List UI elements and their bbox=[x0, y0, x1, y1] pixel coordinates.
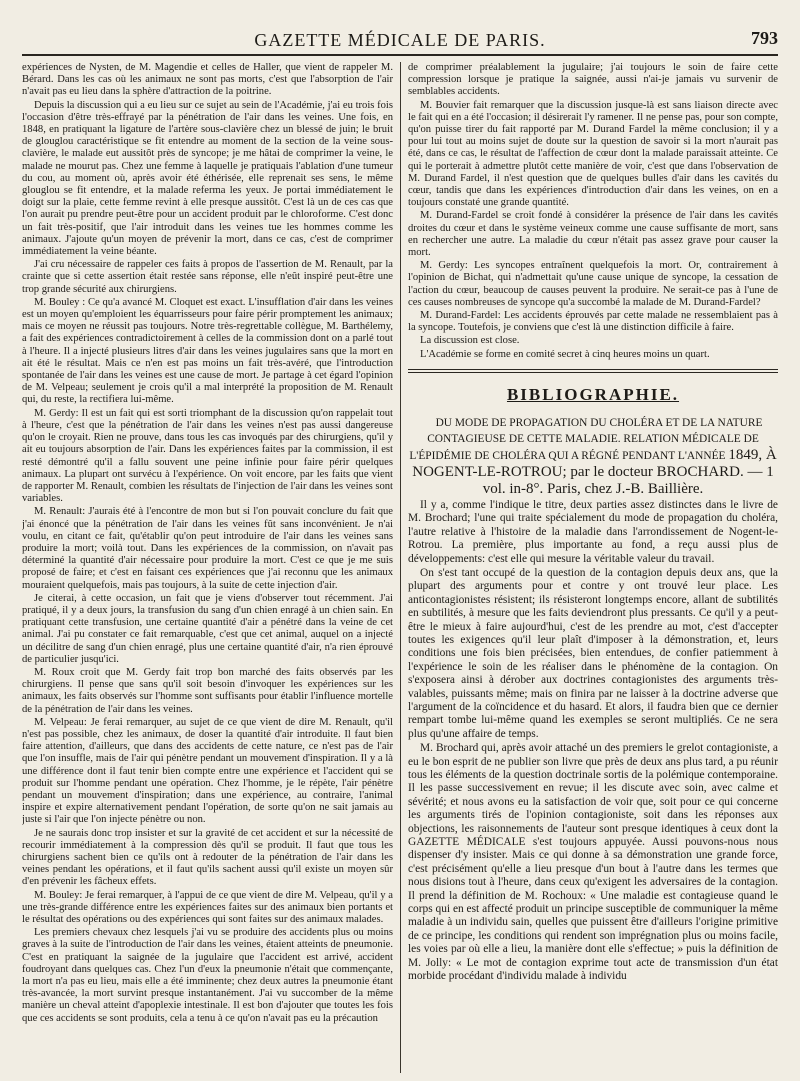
paragraph: M. Gerdy: Il est un fait qui est sorti triomphant de la discussion qu'on rappelait tout à l'heure, c'est que la pénétration de l'air dans les veines n'est pas aussi dangereuse qu'on le croyait. Rien ne prouve, dans tous les cas invoqués par des chirurgiens, qu'il y ait eu toujours absorption de l'air. Dans les expériences faites par la commission, il est resté démontré qu'il a fallu souvent une peine infinie pour faire périr quelques animaux. La plupart ont survécu à l'expérience. On voit encore, par les faits que vient de rapporter M. Renault, combien les résultats de l'injection de l'air dans les veines sont variables. bbox=[22, 407, 393, 505]
paragraph: On s'est tant occupé de la question de la contagion depuis deux ans, que la plupart des arguments pour et contre y ont trouvé leur place. Les anticontagionistes résistent; ils résisteront longtemps encore, allant de subtilités en subtilités, à mesure que les faits deviendront plus pressants. Ce qu'il y a peut-être le mieux à faire aujourd'hui, c'est de les prendre au mot, c'est d'accepter toutes les exigences qu'il leur plaît d'imposer à la démonstration, et, leurs conditions une fois bien précisées, bien entendues, de confier patiemment à l'expérience le soin de les réaliser dans le phénomène de la contagion. On s'exposera ainsi à dérober aux doctrines contagionistes des arguments très-valables, puissants même; mais on finira par ne laisser à la doctrine adverse que l'argument de la coïncidence et du hasard. Et alors, il faudra bien que ce dernier rempart tombe lui-même quand les exemples se seront multipliés. Ce ne sera plus qu'une affaire de temps. bbox=[408, 566, 778, 740]
paragraph: Depuis la discussion qui a eu lieu sur ce sujet au sein de l'Académie, j'ai eu trois fois l'occasion d'être très-effrayé par la pénétration de l'air dans les veines. Une fois, en 1848, en pratiquant la ligature de l'artère sous-clavière chez un blessé de juin; le bruit de glouglou caractéristique se fit entendre au moment de la section de la veine sous-clavière, le malade eut aussitôt près de syncope; je me hâtai de comprimer la veine, le malade ne mourut pas. Chez une femme à laquelle je pratiquais l'ablation d'une tumeur du cou, au moment où, après avoir été éthérisée, elle reprenait ses sens, le même glouglou se fit entendre, et la malade referma les yeux. Je portai immédiatement le doigt sur la plaie, cette femme revint à elle presque aussitôt. C'est là un de ces cas que l'on aurait pu prendre peut-être pour un accident produit par le chloroforme. C'est donc un fait très-positif, que l'air introduit dans les veines tue les hommes comme les animaux. J'ajoute qu'un moyen de prévenir la mort, dans ce cas, c'est de comprimer immédiatement la veine béante. bbox=[22, 99, 393, 258]
paragraph: La discussion est close. bbox=[420, 335, 520, 347]
paragraph: M. Durand-Fardel se croit fondé à considérer la présence de l'air dans les cavités droites du cœur et dans le système veineux comme une cause suffisante de mort, sans en rechercher une autre. La maladie du cœur n'était pas assez grave pour causer la mort. bbox=[408, 210, 778, 259]
paragraph: M. Bouley : Ce qu'a avancé M. Cloquet est exact. L'insufflation d'air dans les veines est un moyen qu'emploient les équarrisseurs pour faire périr promptement les animaux; mais ce moyen ne réussit pas toujours. Notre très-regrettable collègue, M. Barthélemy, a fait des expériences contradictoirement à celles de la commission dont on a parlé tout à l'heure. Il a injecté plusieurs litres d'air dans les veines jugulaires sans que la mort en ait été le résultat. Mais ce n'en est pas moins un fait très-avéré, que l'introduction spontanée de l'air dans les veines est une cause de mort. Je partage à cet égard l'opinion de M. Velpeau; seulement je crois qu'il a mal interprété la proposition de M. Renault qui, du reste, la rectifiera lui-même. bbox=[22, 296, 393, 406]
book-title bbox=[408, 415, 778, 498]
page-number: 793 bbox=[751, 28, 778, 48]
journal-title: GAZETTE MÉDICALE DE PARIS. bbox=[254, 30, 546, 50]
bibliography-body bbox=[408, 499, 778, 984]
paragraph: M. Roux croit que M. Gerdy fait trop bon marché des faits observés par les chirurgiens. Il pense que sans qu'il soit besoin d'invoquer les expériences sur les animaux, les faits observés sur l'homme sont suffisants pour établir l'influence mortelle de la pénétration de l'air dans les veines. bbox=[22, 666, 393, 715]
paragraph: M. Gerdy: Les syncopes entraînent quelquefois la mort. Or, contrairement à l'opinion de Bichat, qui n'admettait qu'une cause unique de syncope, la cessation de l'action du cœur, beaucoup de causes peuvent la produire. Ne serait-ce pas à l'une de ces causes nombreuses de syncope qu'a succombé la malade de M. Durand-Fardel? bbox=[408, 260, 778, 308]
paragraph: L'Académie se forme en comité secret à cinq heures moins un quart. bbox=[420, 348, 710, 360]
left-column bbox=[22, 62, 393, 1073]
page-header bbox=[22, 28, 778, 56]
paragraph: expériences de Nysten, de M. Magendie et celles de Haller, que vient de rappeler M. Bérard. Dans les cas où les animaux ne sont pas morts, c'est que l'absorption de l'air n'avait pas eu lieu dans la sphère d'attraction de la poitrine. bbox=[22, 62, 393, 98]
paragraph: Les premiers chevaux chez lesquels j'ai vu se produire des accidents plus ou moins graves à la suite de l'introduction de l'air dans les veines, étaient atteints de pneumonie. C'est en pratiquant la saignée de la jugulaire que l'accident est arrivé, accident foudroyant dans quelques cas. Chez l'un d'eux la pneumonie n'était que commençante, la mort n'a pas eu lieu, mais elle a été imminente; chez deux autres la pneumonie étant très-avancée, la mort survint presque instantanément. J'ai vu succomber de la même manière un cheval atteint d'apoplexie intestinale. Il est bon d'ajouter que toutes les fois que ces accidents se sont produits, cela a tenu à ce qu'on n'avait pas eu la précaution bbox=[22, 927, 393, 1024]
column-divider bbox=[400, 62, 401, 1073]
paragraph: Il y a, comme l'indique le titre, deux parties assez distinctes dans le livre de M. Brochard; l'une qui traite spécialement du mode de propagation du choléra, l'autre relative à l'histoire de la maladie dans l'arrondissement de Nogent-le-Rotrou. La première, plus importante au fond, a reçu aussi plus de développements: c'est elle qui mesure la véritable valeur du travail. bbox=[408, 498, 778, 565]
paragraph: Je ne saurais donc trop insister et sur la gravité de cet accident et sur la nécessité de recourir immédiatement à la compression dès qu'il se produit. Il faut que tous les chirurgiens sachent bien ce qu'ils ont à redouter de la pénétration de l'air dans les veines pendant les opérations, et il faut qu'ils sachent aussi qu'il existe un moyen sûr d'en prévenir les fâcheux effets. bbox=[22, 827, 393, 888]
paragraph: de comprimer préalablement la jugulaire; j'ai toujours le soin de faire cette compression lorsque je pratique la saignée, aussi n'ai-je jamais vu survenir de semblables accidents. bbox=[408, 62, 778, 98]
section-divider bbox=[408, 369, 778, 373]
paragraph: M. Velpeau: Je ferai remarquer, au sujet de ce que vient de dire M. Renault, qu'il n'est pas possible, chez les animaux, de doser la quantité d'air introduite. Il faut bien faire attention, d'ailleurs, que dans des accidents de cette nature, ce n'est pas de l'air que l'on insuffle, mais de l'air qui pénètre pendant un mouvement d'inspiration. Il y a là une différence dont il faut tenir bien compte entre une expérience et l'accident qui se produit sur l'homme pendant une opération. Chez l'homme, je le répète, l'air pénètre pendant un mouvement d'inspiration; dans une expérience, au contraire, l'animal inspire et expire alternativement pendant l'opération, de sorte qu'on ne sait jamais au juste si l'air que l'on injecte pénètre ou non. bbox=[22, 716, 393, 826]
paragraph: Je citerai, à cette occasion, un fait que je viens d'observer tout récemment. J'ai pratiqué, il y a deux jours, la transfusion du sang d'un chien enragé à un chien sain. En pratiquant cette transfusion, une certaine quantité d'air a pénétré dans la veine de cet animal. J'ai pu constater ce fait remarquable, c'est que cet animal, auquel on a injecté un décilitre de sang d'un chien enragé, plus une certaine quantité d'air, n'a rien éprouvé de particulier jusqu'ici. bbox=[22, 592, 393, 665]
paragraph: M. Bouvier fait remarquer que la discussion jusque-là est sans liaison directe avec le fait qui en a été l'occasion; il désirerait l'y ramener. Il ne pense pas, pour son compte, qu'on puisse tirer du fait rapporté par M. Durand Fardel la même conclusion; il y a pour lui tout au moins sujet de doute sur la question de savoir si la mort n'aurait pas été, dans ce cas, le résultat de l'affection de cœur dont la malade paraissait atteinte. Ce qui le porterait à admettre plutôt cette manière de voir, c'est que dans l'observation de M. Durand Fardel, il n'est question que de quelques bulles d'air dans les cavités du cœur, tandis que dans les expériences d'introduction d'air dans les veines, on en a toujours constaté une grande quantité. bbox=[408, 99, 778, 209]
bibliography-heading: BIBLIOGRAPHIE. bbox=[506, 384, 680, 404]
book-title-line: DU MODE DE PROPAGATION DU CHOLÉRA ET DE LA NATURE CONTAGIEUSE DE CETTE MALADIE. RELATION MÉDICALE DE L'ÉPIDÉMIE DE CHOLÉRA QUI A RÉGNÉ PENDANT L'ANNÉE bbox=[409, 416, 763, 462]
paragraph: M. Bouley: Je ferai remarquer, à l'appui de ce que vient de dire M. Velpeau, qu'il y a une très-grande différence entre les expériences faites sur des animaux bien portants et le résultat des opérations ou des expériences qui sont faites sur des animaux malades. bbox=[22, 889, 393, 926]
right-column bbox=[408, 62, 778, 1073]
book-title-line: 1849, À NOGENT-LE-ROTROU; par le docteur BROCHARD. — 1 vol. in-8°. Paris, chez J.-B. Baillière. bbox=[412, 446, 777, 497]
paragraph: M. Durand-Fardel: Les accidents éprouvés par cette malade ne ressemblaient pas à la syncope. Toutefois, je conviens que c'est là une distinction difficile à faire. bbox=[408, 310, 778, 334]
paragraph: J'ai cru nécessaire de rappeler ces faits à propos de l'assertion de M. Renault, par la crainte que si cette assertion était restée sans réponse, elle n'eût inspiré peut-être une trop grande sécurité aux chirurgiens. bbox=[22, 259, 393, 295]
paragraph: M. Renault: J'aurais été à l'encontre de mon but si l'on pouvait conclure du fait que j'ai énoncé que la pénétration de l'air dans les veines fût sans inconvénient. Je n'ai voulu, en citant ce fait, qu'établir qu'on peut introduire de l'air dans les veines sans produire la mort; voilà tout. Dans les expériences de la commission, on n'avait pas déterminé la quantité d'air nécessaire pour produire la mort. C'est ce que je me suis proposé de faire; et c'est en faisant ces expériences que j'ai reconnu que les animaux mouraient quelquefois, mais pas toujours, à la suite de cette injection d'air. bbox=[22, 506, 393, 591]
paragraph: M. Brochard qui, après avoir attaché un des premiers le grelot contagioniste, a eu le bon esprit de ne publier son livre que près de deux ans plus tard, a pu réunir tous les éléments de la question doctrinale sortis de la polémique contemporaine. Il les passe successivement en revue; il les discute avec soin, avec calme et sévérité; et nous avons eu la satisfaction de voir que, soit pour ce qui concerne les arguments tirés de l'opinion contagioniste, soit dans les réponses aux objections, les raisonnements de l'auteur sont presque identiques à ceux dont la GAZETTE MÉDICALE s'est toujours appuyée. Aussi pouvons-nous nous dispenser d'y insister. Mais ce qui donne à sa démonstration une grande force, c'est précisément qu'elle a lieu presque d'un bout à l'autre dans les termes que nous disions tout à l'heure, dans ceux qu'exigent les adversaires de la contagion. Il prend la définition de M. Rochoux: « Une maladie est contagieuse quand le corps qui en est affecté produit un principe susceptible de communiquer la même maladie à un individu sain, quelles que puissent être d'ailleurs l'origine primitive de ce principe, les conditions qui rendent son imprégnation plus ou moins facile, les voies par où elle a lieu, la manière dont elle s'effectue; » puis la définition de M. Jolly: « Le mot de contagion exprime tout acte de transmission d'un état morbide procédant d'individu malade à individu bbox=[408, 742, 778, 983]
